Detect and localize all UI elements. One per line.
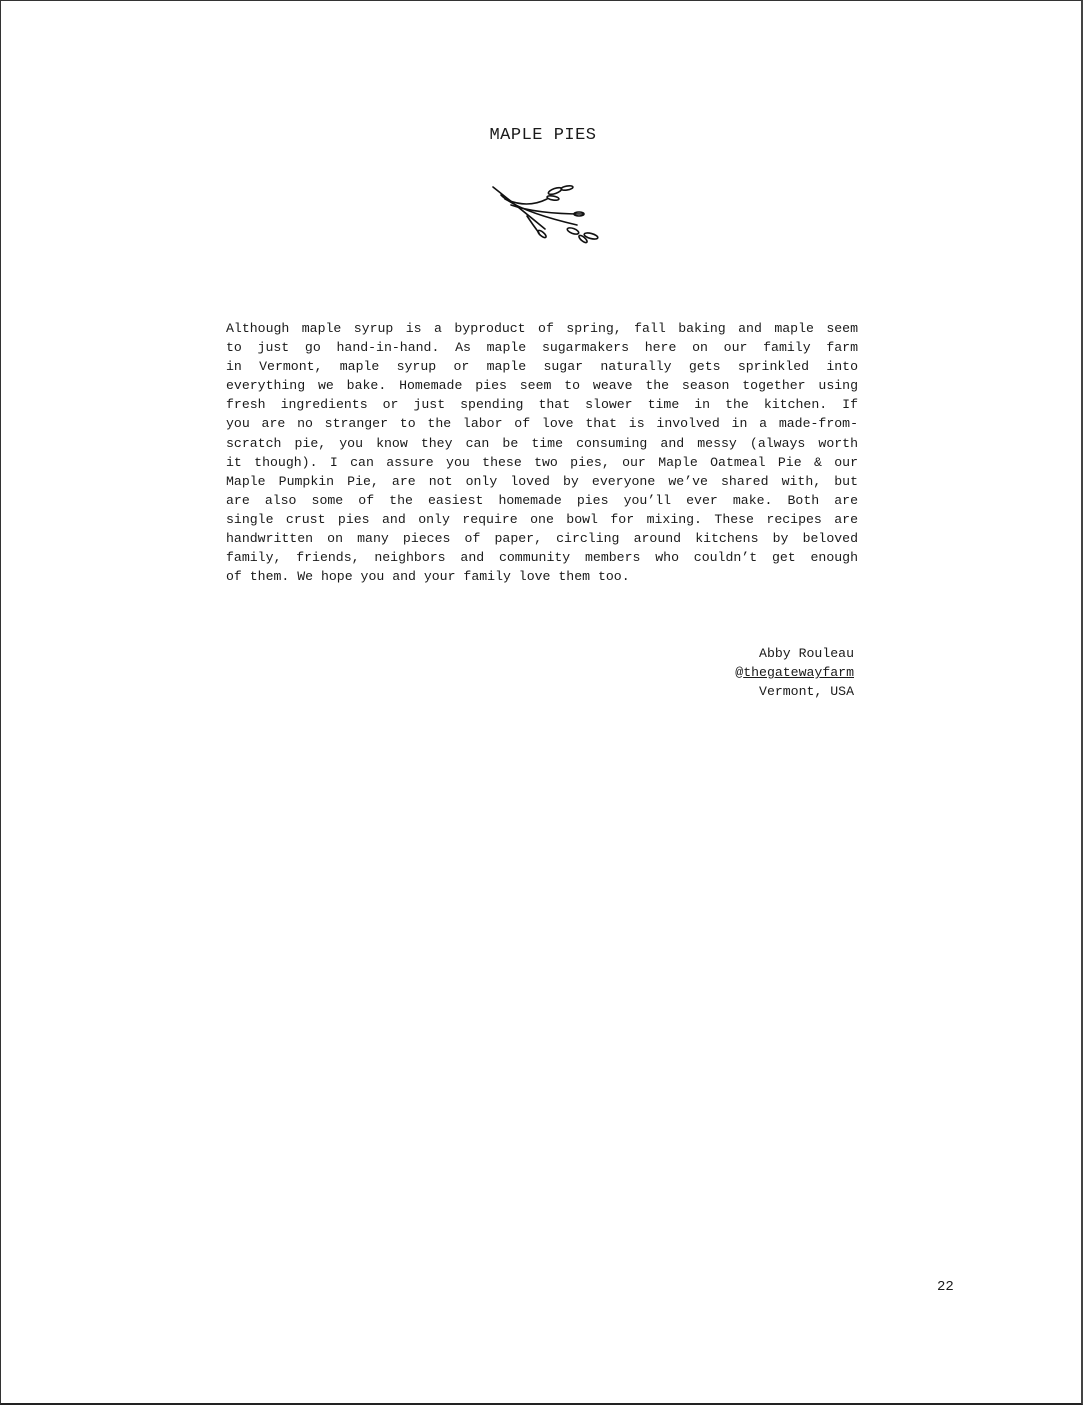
paragraph-line: Maple Pumpkin Pie, are not only loved by everyone we’ve shared with, but — [226, 473, 858, 489]
handle-prefix: @ — [735, 665, 744, 680]
paragraph-line: Although maple syrup is a byproduct of spring, fall baking and maple seem — [226, 321, 858, 336]
paragraph-line: family, friends, neighbors and community members who couldn’t get enough — [226, 550, 858, 566]
paragraph-line: in Vermont, maple syrup or maple sugar naturally gets sprinkled into — [226, 359, 858, 375]
author-handle-link[interactable] — [735, 663, 854, 682]
paragraph-line: scratch pie, you know they can be time consuming and messy (always worth — [226, 435, 858, 451]
paragraph-line: of them. We hope you and your family love them too. — [226, 569, 630, 585]
paragraph-line: it though). I can assure you these two pies, our Maple Oatmeal Pie & our — [226, 454, 858, 470]
paragraph-line: single crust pies and only require one bowl for mixing. These recipes are — [226, 511, 858, 527]
page-number: 22 — [937, 1279, 954, 1295]
paragraph-line: to just go hand-in-hand. As maple sugarmakers here on our family farm — [226, 340, 858, 356]
paragraph-line: you are no stranger to the labor of love that is involved in a made-from- — [226, 416, 858, 432]
author-name: Abby Rouleau — [759, 646, 854, 661]
signature — [735, 644, 854, 701]
intro-paragraph — [226, 319, 858, 586]
paragraph-line: fresh ingredients or just spending that slower time in the kitchen. If — [226, 397, 858, 413]
paragraph-line: are also some of the easiest homemade pies you’ll ever make. Both are — [226, 492, 858, 508]
paragraph-line: everything we bake. Homemade pies seem to weave the season together using — [226, 378, 858, 394]
page-title: MAPLE PIES — [489, 126, 597, 145]
handle-text[interactable]: thegatewayfarm — [743, 665, 854, 680]
maple-sprig-icon — [487, 181, 607, 251]
paragraph-line: handwritten on many pieces of paper, circling around kitchens by beloved — [226, 531, 858, 547]
author-location: Vermont, USA — [759, 684, 854, 699]
